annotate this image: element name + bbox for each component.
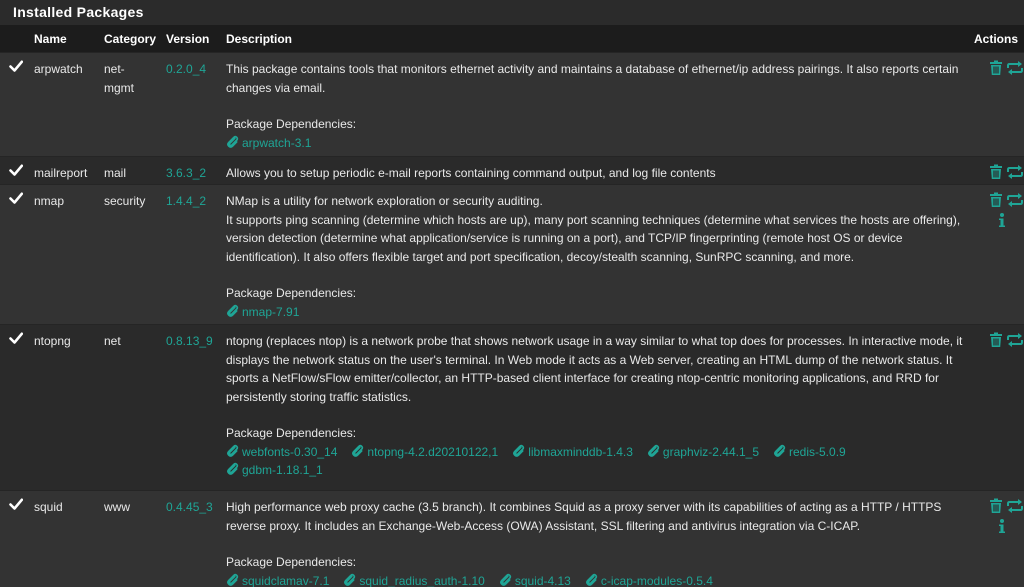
dependencies-list [226, 572, 964, 587]
panel-title: Installed Packages [0, 0, 1024, 25]
version-link[interactable]: 0.2.0_4 [166, 62, 207, 76]
package-row-arpwatch [0, 53, 1024, 157]
paperclip-icon [226, 573, 239, 586]
table-header-row [0, 25, 1024, 53]
dependency-name: squidclamav-7.1 [242, 573, 330, 587]
category-line: net [104, 334, 121, 348]
installed-status-cell [0, 325, 34, 491]
dependency-name: redis-5.0.9 [789, 444, 846, 459]
reinstall-icon[interactable] [1006, 332, 1024, 348]
reinstall-icon[interactable] [1006, 164, 1024, 180]
description-text: Allows you to setup periodic e-mail reports containing command output, and log file contents [226, 166, 716, 180]
dependency-name: nmap-7.91 [242, 304, 300, 319]
package-row-nmap [0, 185, 1024, 325]
paperclip-icon [226, 135, 239, 148]
reinstall-icon[interactable] [1006, 60, 1024, 76]
paperclip-icon [647, 444, 660, 457]
dependency-name: ntopng-4.2.d20210122,1 [367, 444, 499, 459]
dependency-name: libmaxminddb-1.4.3 [528, 444, 633, 459]
paperclip-icon [773, 444, 786, 457]
packages-table [0, 25, 1024, 587]
dependency-name: squid-4.13 [514, 573, 571, 587]
package-actions [972, 185, 1024, 325]
category-line: www [104, 500, 130, 514]
dependency-link[interactable] [351, 443, 498, 462]
category-line: security [104, 194, 146, 208]
package-version-cell [166, 185, 226, 325]
paperclip-icon [499, 573, 512, 586]
package-actions [972, 491, 1024, 587]
package-version-cell [166, 53, 226, 157]
dependencies-list [226, 303, 964, 322]
description-text: High performance web proxy cache (3.5 branch). It combines Squid as a proxy server with its capabilities of acting as a HTTP / HTTPS reverse proxy. It includes an Exchange-Web-Access (OWA) Assistant, SSL filtering and antivirus integration via C-ICAP. [226, 500, 942, 533]
dependency-link[interactable] [512, 443, 633, 462]
installed-status-cell [0, 185, 34, 325]
description-text: NMap is a utility for network exploration or security auditing. [226, 194, 543, 208]
package-category [104, 491, 166, 587]
check-icon [9, 497, 23, 511]
header-status [0, 25, 34, 53]
package-row-mailreport [0, 157, 1024, 185]
header-version: Version [166, 25, 226, 53]
dependency-name: squid_radius_auth-1.10 [359, 573, 485, 587]
version-link[interactable]: 0.8.13_9 [166, 334, 213, 348]
package-name: squid [34, 500, 63, 514]
package-description [226, 185, 972, 325]
dependency-link[interactable] [226, 303, 299, 322]
dependency-link[interactable] [499, 572, 571, 587]
version-link[interactable]: 3.6.3_2 [166, 166, 207, 180]
package-description [226, 491, 972, 587]
category-line: mail [104, 166, 127, 180]
dependency-link[interactable] [226, 443, 337, 462]
check-icon [9, 163, 23, 177]
description-text: It supports ping scanning (determine which hosts are up), many port scanning techniques (determine what services the hosts are offering), version detection (determine what application/service is running on a port), and TCP/IP fingerprinting (remote host OS or device identification). It also offers flexible target and port specification, decoy/stealth scanning, SunRPC scanning, and more. [226, 212, 961, 264]
package-version-cell [166, 157, 226, 185]
paperclip-icon [226, 304, 239, 317]
paperclip-icon [585, 573, 598, 586]
header-description: Description [226, 25, 972, 53]
package-description [226, 325, 972, 491]
reinstall-icon[interactable] [1006, 192, 1024, 208]
paperclip-icon [351, 444, 364, 457]
dependencies-label: Package Dependencies: [226, 286, 357, 300]
installed-status-cell [0, 157, 34, 185]
category-line: net- [104, 62, 125, 76]
paperclip-icon [226, 462, 239, 475]
dependency-link[interactable] [226, 134, 311, 153]
info-icon[interactable] [994, 518, 1010, 534]
package-description [226, 157, 972, 185]
paperclip-icon [226, 444, 239, 457]
dependency-name: gdbm-1.18.1_1 [242, 463, 323, 477]
dependency-link[interactable] [343, 572, 484, 587]
dependency-name: graphviz-2.44.1_5 [662, 444, 759, 459]
dependencies-list [226, 443, 964, 480]
dependencies-label: Package Dependencies: [226, 555, 357, 569]
trash-icon[interactable] [988, 498, 1004, 514]
check-icon [9, 191, 23, 205]
package-name: ntopng [34, 334, 71, 348]
package-category [104, 53, 166, 157]
paperclip-icon [343, 573, 356, 586]
trash-icon[interactable] [988, 164, 1004, 180]
dependency-name: arpwatch-3.1 [242, 135, 312, 150]
dependencies-label: Package Dependencies: [226, 426, 357, 440]
package-row-ntopng [0, 325, 1024, 491]
description-text: This package contains tools that monitors ethernet activity and maintains a database of ethernet/ip address pairings. It also reports certain changes via email. [226, 62, 959, 95]
dependency-link[interactable] [647, 443, 759, 462]
dependencies-label: Package Dependencies: [226, 117, 357, 131]
dependency-link[interactable] [773, 443, 846, 462]
trash-icon[interactable] [988, 332, 1004, 348]
package-category [104, 157, 166, 185]
package-version-cell [166, 325, 226, 491]
category-line: mgmt [104, 80, 134, 95]
installed-status-cell [0, 53, 34, 157]
header-name: Name [34, 25, 104, 53]
dependency-name: webfonts-0.30_14 [242, 444, 338, 459]
reinstall-icon[interactable] [1006, 498, 1024, 514]
check-icon [9, 331, 23, 345]
package-name: mailreport [34, 166, 88, 180]
dependency-link[interactable] [585, 572, 713, 587]
description-text: ntopng (replaces ntop) is a network probe that shows network usage in a way similar to what top does for processes. In interactive mode, it displays the network status on the user's terminal. In Web mode it acts as a Web server, creating an HTML dump of the network status. It sports a NetFlow/sFlow emitter/collector, an HTTP-based client interface for creating ntop-centric monitoring applications, and RRD for persistently storing traffic statistics. [226, 334, 963, 404]
header-category: Category [104, 25, 166, 53]
check-icon [9, 59, 23, 73]
package-actions [972, 325, 1024, 491]
package-row-squid [0, 491, 1024, 587]
dependency-link[interactable] [226, 572, 329, 587]
package-description [226, 53, 972, 157]
package-name: nmap [34, 194, 65, 208]
dependency-link[interactable] [226, 461, 323, 480]
package-name: arpwatch [34, 62, 83, 76]
version-link[interactable]: 0.4.45_3 [166, 500, 213, 514]
trash-icon[interactable] [988, 192, 1004, 208]
package-category [104, 185, 166, 325]
header-actions: Actions [972, 25, 1024, 53]
version-link[interactable]: 1.4.4_2 [166, 194, 207, 208]
package-category [104, 325, 166, 491]
package-actions [972, 157, 1024, 185]
dependencies-list [226, 134, 964, 153]
paperclip-icon [512, 444, 525, 457]
dependency-name: c-icap-modules-0.5.4 [600, 573, 713, 587]
installed-status-cell [0, 491, 34, 587]
package-actions [972, 53, 1024, 157]
trash-icon[interactable] [988, 60, 1004, 76]
info-icon[interactable] [994, 212, 1010, 228]
package-version-cell [166, 491, 226, 587]
